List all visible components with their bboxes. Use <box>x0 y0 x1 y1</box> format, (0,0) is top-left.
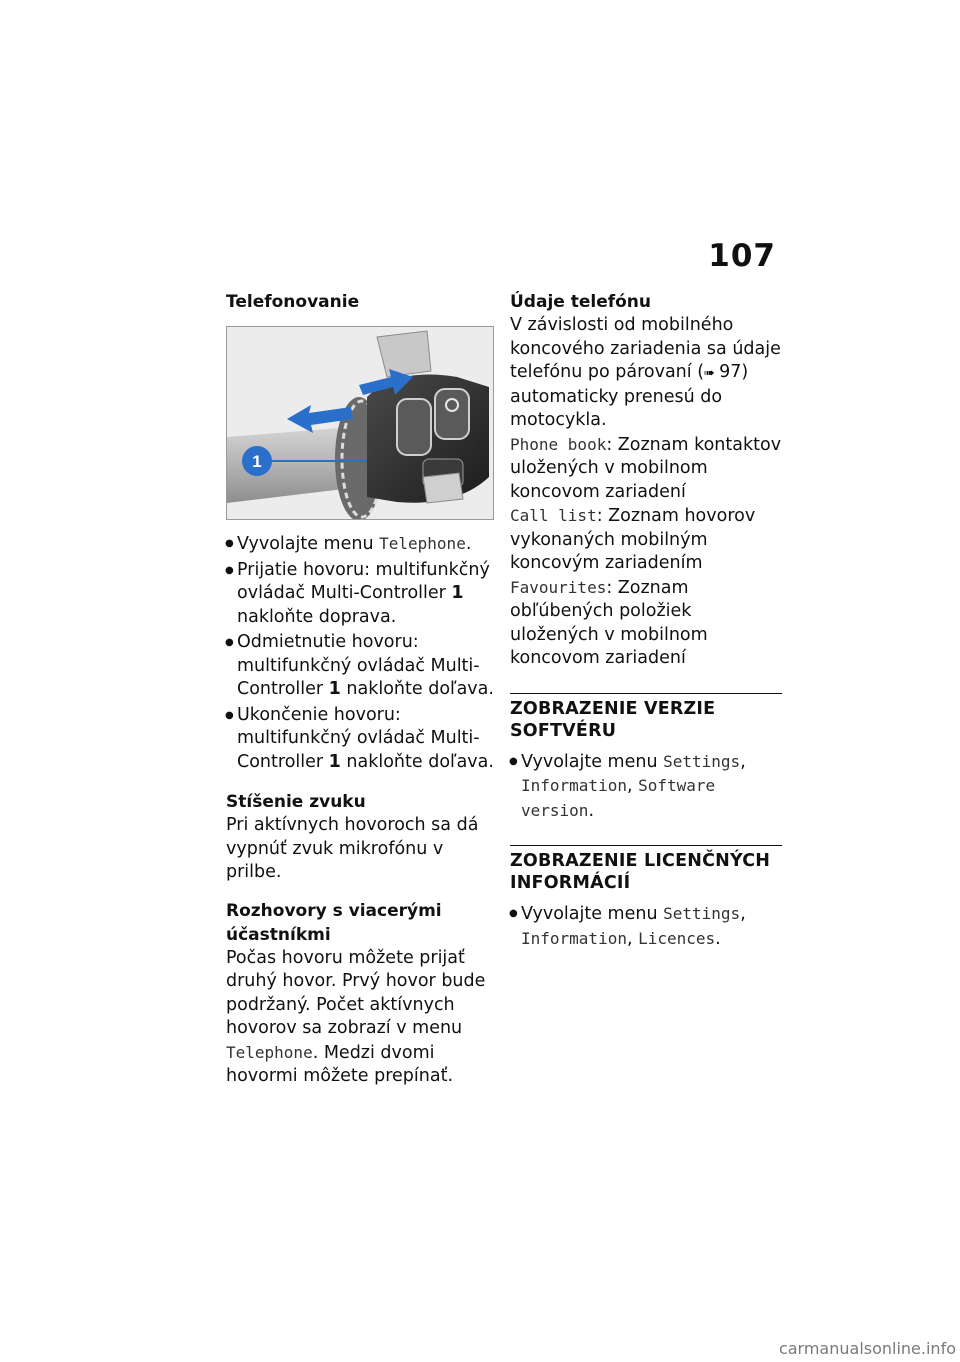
right-column <box>510 290 782 953</box>
phone-data-heading: Údaje telefónu <box>510 292 652 312</box>
mute-text: Pri aktívnych hovoroch sa dá vypnúť zvuk mikrofónu v prilbe. <box>226 815 479 882</box>
licences-bullets <box>510 902 782 951</box>
arrow-ref-icon: ➠ <box>704 366 720 381</box>
telephony-bullets <box>226 532 496 774</box>
left-column <box>226 290 496 1089</box>
call-list-entry: Call list: Zoznam hovorov vykonaných mobilným koncovým zariadením <box>510 506 756 573</box>
watermark: carmanualsonline.info <box>778 1339 956 1358</box>
favourites-entry: Favourites: Zoznam obľúbených položiek uložených v mobilnom koncovom zariadení <box>510 577 708 668</box>
page-number: 107 <box>708 238 776 274</box>
list-item: ● Vyvolajte menu Settings, Information, Software version. <box>510 750 782 824</box>
list-item: ● Vyvolajte menu Telephone. <box>226 532 496 557</box>
phone-data-intro: V závislosti od mobilného koncového zariadenia sa údaje telefónu po párovaní (➠ 97) automaticky prenesú do motocykla. <box>510 315 781 430</box>
software-version-bullets <box>510 750 782 824</box>
phone-book-entry: Phone book: Zoznam kontaktov uložených v mobilnom koncovom zariadení <box>510 434 782 502</box>
list-item: ● Odmietnutie hovoru: multifunkčný ovládač Multi-Controller 1 nakloňte doľava. <box>226 631 496 702</box>
handlebar-controller-figure <box>226 326 494 520</box>
mute-heading: Stíšenie zvuku <box>226 792 366 812</box>
list-item: ● Ukončenie hovoru: multifunkčný ovládač Multi-Controller 1 nakloňte doľava. <box>226 704 496 775</box>
telephony-heading: Telefonovanie <box>226 292 360 312</box>
callout-number: 1 <box>252 452 262 471</box>
multi-call-heading: Rozhovory s viacerými účastníkmi <box>226 900 442 945</box>
list-item: ● Vyvolajte menu Settings, Information, Licences. <box>510 902 782 951</box>
list-item: ● Prijatie hovoru: multifunkčný ovládač Multi-Controller 1 nakloňte doprava. <box>226 559 496 630</box>
licences-heading: ZOBRAZENIE LICENČNÝCH INFORMÁCIÍ <box>510 845 782 894</box>
handlebar-illustration <box>227 327 493 519</box>
multi-call-text: Počas hovoru môžete prijať druhý hovor. Prvý hovor bude podržaný. Počet aktívnych hovorov sa zobrazí v menu Telephone. Medzi dvomi hovormi môžete prepínať. <box>226 947 486 1086</box>
software-version-heading: ZOBRAZENIE VERZIE SOFTVÉRU <box>510 693 782 742</box>
